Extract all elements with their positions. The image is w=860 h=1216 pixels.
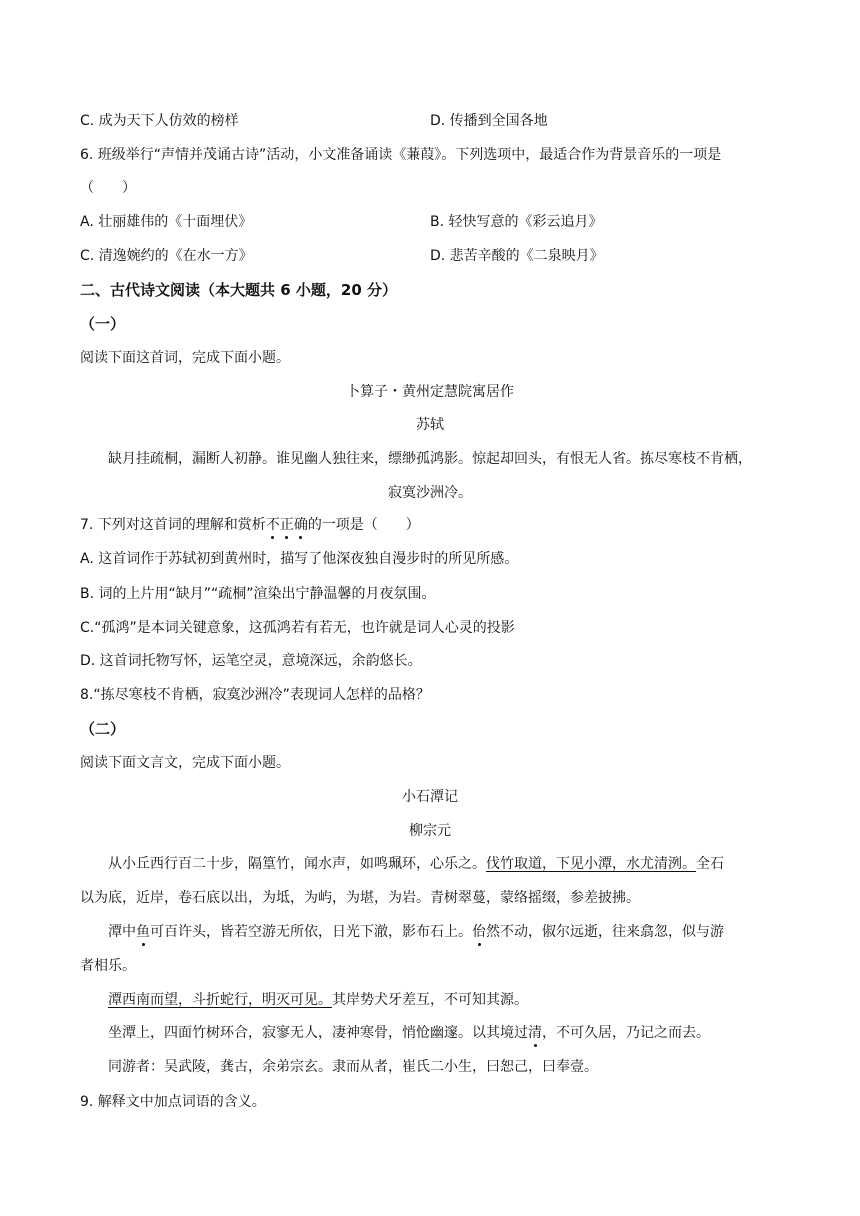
q7-option-b: B. 词的上片用“缺月”“疏桐”渲染出宁静温馨的月夜氛围。 xyxy=(80,586,436,602)
prose-author: 柳宗元 xyxy=(409,823,451,839)
prose-para-1-line-2: 以为底，近岸，卷石底以出，为坻，为屿，为堪，为岩。青树翠蔓，蒙络摇缀，参差披拂。 xyxy=(80,890,640,906)
underlined-sentence: 潭西南而望，斗折蛇行，明灭可见。 xyxy=(108,992,332,1008)
dotted-word: 佁 xyxy=(472,924,486,940)
prose-text: 可百许头，皆若空游无所依，日光下澈，影布石上。 xyxy=(150,924,472,940)
q7-stem-pre: 7. 下列对这首词的理解和赏析 xyxy=(80,517,266,533)
instruction-1: 阅读下面这首词，完成下面小题。 xyxy=(80,350,290,366)
underlined-sentence: 伐竹取道，下见小潭，水尤清洌。 xyxy=(486,856,696,872)
prose-text: 潭中 xyxy=(80,924,136,940)
instruction-2: 阅读下面文言文，完成下面小题。 xyxy=(80,755,290,771)
q6-option-a: A. 壮丽雄伟的《十面埋伏》 xyxy=(80,214,253,230)
q6-stem: 6. 班级举行“声情并茂诵古诗”活动，小文准备诵读《蒹葭》。下列选项中，最适合作为背景音乐的一项是 xyxy=(80,147,722,163)
q6-answer-paren: （ ） xyxy=(80,180,136,196)
question-9: 9. 解释文中加点词语的含义。 xyxy=(80,1094,266,1110)
dotted-word: 鱼 xyxy=(136,924,150,940)
q7-stem-post: 的一项是（ ） xyxy=(307,517,420,533)
q6-option-b: B. 轻快写意的《彩云追月》 xyxy=(430,214,603,230)
prose-title: 小石潭记 xyxy=(402,789,458,805)
q7-option-c: C.“孤鸿”是本词关键意象，这孤鸿若有若无，也许就是词人心灵的投影 xyxy=(80,620,515,636)
dotted-word: 清 xyxy=(528,1025,542,1041)
prose-para-3 xyxy=(108,990,528,1010)
q5-option-c: C. 成为天下人仿效的榜样 xyxy=(80,113,239,129)
poem-title: 卜算子・黄州定慧院寓居作 xyxy=(346,384,514,400)
q7-stem xyxy=(80,515,420,535)
q6-option-c: C. 清逸婉约的《在水一方》 xyxy=(80,248,253,264)
poem-line-1: 缺月挂疏桐，漏断人初静。谁见幽人独往来，缥缈孤鸿影。惊起却回头，有恨无人省。拣尽寒枝不肯栖， xyxy=(108,451,752,467)
q6-option-d: D. 悲苦辛酸的《二泉映月》 xyxy=(430,248,604,264)
prose-para-2-line-1 xyxy=(80,922,724,942)
prose-text: ，不可久居，乃记之而去。 xyxy=(542,1025,710,1041)
prose-text: 坐潭上，四面竹树环合，寂寥无人，凄神寒骨，悄怆幽邃。以其境过 xyxy=(80,1025,528,1041)
prose-para-4 xyxy=(80,1023,710,1043)
section-heading: 二、古代诗文阅读（本大题共 6 小题，20 分） xyxy=(80,281,397,299)
prose-text: 其岸势犬牙差互，不可知其源。 xyxy=(332,992,528,1008)
prose-text: 从小丘西行百二十步，隔篁竹，闻水声，如鸣珮环，心乐之。 xyxy=(80,856,486,872)
poem-line-2: 寂寞沙洲冷。 xyxy=(388,485,472,501)
prose-para-2-line-2: 者相乐。 xyxy=(80,958,136,974)
prose-para-1-line-1 xyxy=(80,854,724,874)
poem-author: 苏轼 xyxy=(416,417,444,433)
prose-para-5: 同游者：吴武陵，龚古，余弟宗玄。隶而从者，崔氏二小生，曰恕己，曰奉壹。 xyxy=(80,1059,598,1075)
part-one-label: （一） xyxy=(80,315,126,333)
prose-text: 全石 xyxy=(696,856,724,872)
q7-emphasis-char: 确 xyxy=(293,517,308,533)
q7-emphasis-char: 正 xyxy=(279,517,294,533)
q7-emphasis-char: 不 xyxy=(265,517,280,533)
part-two-label: （二） xyxy=(80,720,126,738)
q5-option-d: D. 传播到全国各地 xyxy=(430,113,548,129)
q7-option-a: A. 这首词作于苏轼初到黄州时，描写了他深夜独自漫步时的所见所感。 xyxy=(80,551,519,567)
q7-option-d: D. 这首词托物写怀，运笔空灵，意境深远，余韵悠长。 xyxy=(80,653,422,669)
question-8: 8.“拣尽寒枝不肯栖，寂寞沙洲冷”表现词人怎样的品格？ xyxy=(80,687,430,703)
prose-text: 然不动，俶尔远逝，往来翕忽，似与游 xyxy=(486,924,724,940)
